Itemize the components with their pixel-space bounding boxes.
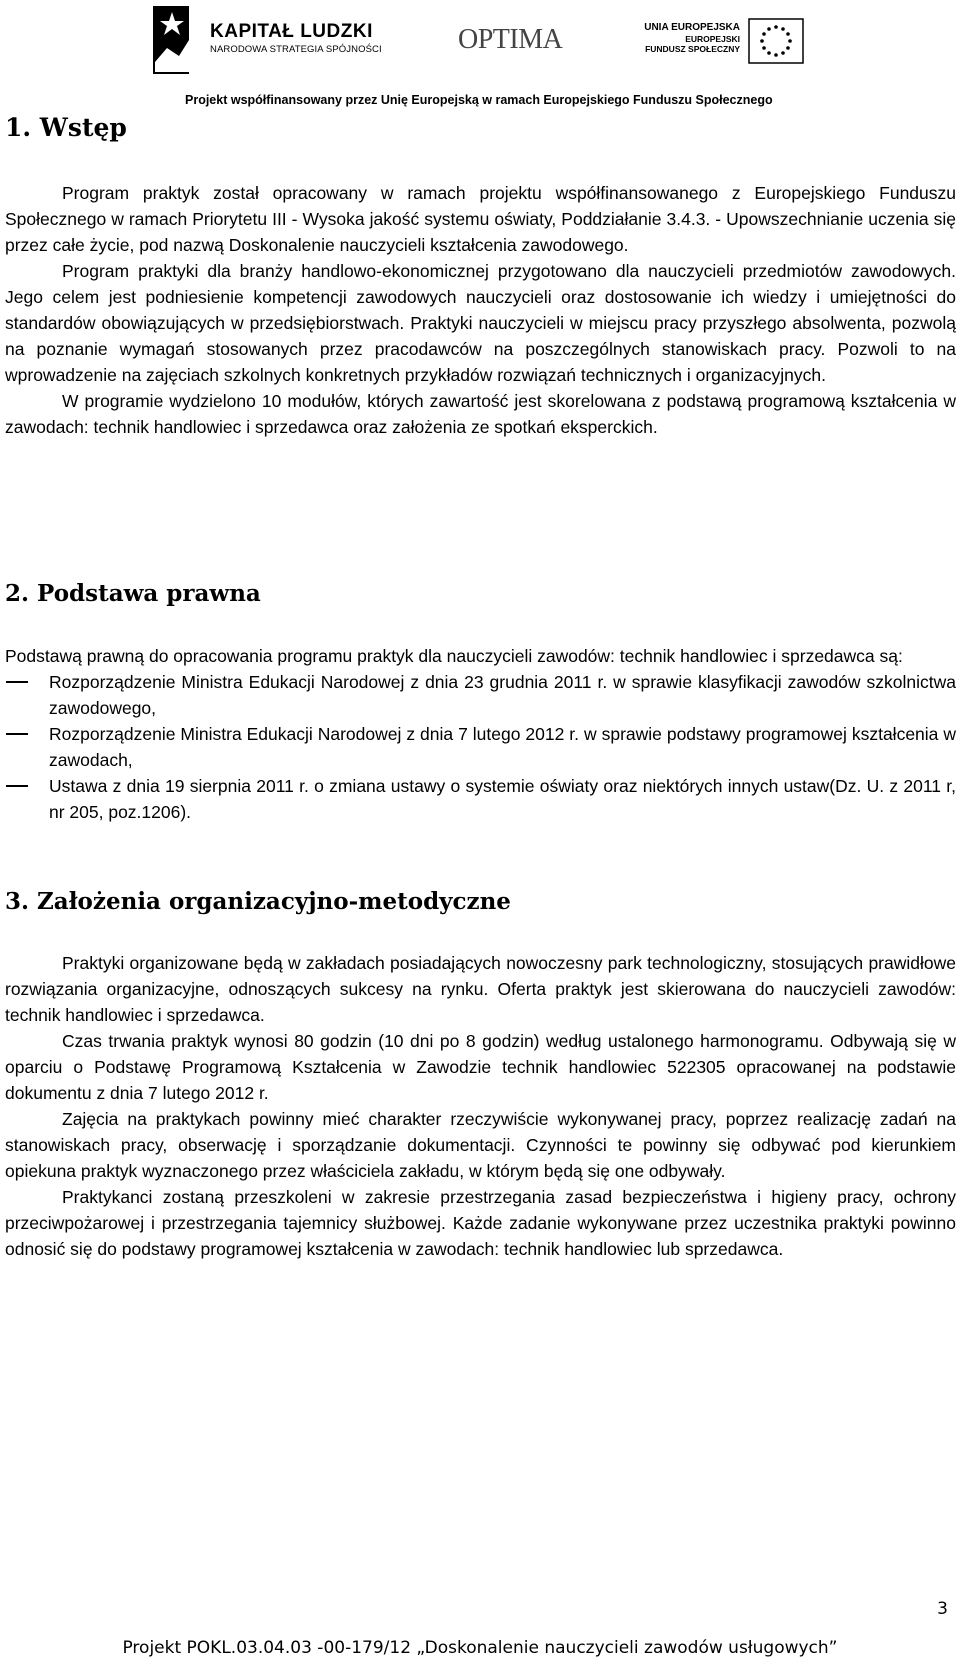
dash-bullet-icon <box>6 681 28 683</box>
list-item <box>5 773 956 825</box>
dash-bullet-icon <box>6 733 28 735</box>
section-2-heading: 2. Podstawa prawna <box>5 580 261 607</box>
legal-basis-list <box>5 669 956 825</box>
kapital-ludzki-subtitle: NARODOWA STRATEGIA SPÓJNOŚCI <box>210 44 382 55</box>
list-item <box>5 721 956 773</box>
eu-logo-text <box>640 22 740 54</box>
eu-logo-line2: EUROPEJSKI <box>685 33 740 44</box>
section-1-paragraph-2: Program praktyki dla branży handlowo-ekonomicznej przygotowano dla nauczycieli przedmiotów zawodowych. Jego celem jest podniesienie kompetencji zawodowych nauczycieli oraz dostosowanie ich wiedzy i umiejętności do standardów obowiązujących w przedsiębiorstwach. Praktyki nauczycieli w miejscu pracy przyszłego absolwenta, pozwolą na poznanie wymagań stosowanych przez pracodawców na poszczególnych stanowiskach pracy. Pozwoli to na wprowadzenie na zajęciach szkolnych konkretnych przykładów rozwiązań technicznych i organizacyjnych. <box>5 261 956 385</box>
section-1-paragraph-1: Program praktyk został opracowany w ramach projektu współfinansowanego z Europejskiego Funduszu Społecznego w ramach Priorytetu III - Wysoka jakość systemu oświaty, Poddziałanie 3.4.3. - Upowszechnianie uczenia się przez całe życie, pod nazwą Doskonalenie nauczycieli kształcenia zawodowego. <box>5 183 956 255</box>
eu-logo-line3: FUNDUSZ SPOŁECZNY <box>645 43 740 54</box>
section-2-text <box>5 643 956 825</box>
list-item <box>5 669 956 721</box>
section-3-paragraph-3: Zajęcia na praktykach powinny mieć charakter rzeczywiście wykonywanej pracy, poprzez realizację zadań na stanowiskach pracy, obserwację i sporządzanie dokumentacji. Czynności te powinny się odbywać pod kierunkiem opiekuna praktyk wyznaczonego przez właściciela zakładu, w którym będą się one odbywały. <box>5 1109 956 1181</box>
section-3-heading: 3. Założenia organizacyjno-metodyczne <box>5 888 511 915</box>
eu-flag-icon <box>748 18 804 64</box>
list-item-text: Rozporządzenie Ministra Edukacji Narodowej z dnia 7 lutego 2012 r. w sprawie podstawy programowej kształcenia w zawodach, <box>49 724 956 770</box>
list-item-text: Ustawa z dnia 19 sierpnia 2011 r. o zmiana ustawy o systemie oświaty oraz niektórych innych ustaw(Dz. U. z 2011 r, nr 205, poz.1206). <box>49 776 956 822</box>
section-3-text <box>5 950 956 1262</box>
page-footer: Projekt POKL.03.04.03 -00-179/12 „Doskonalenie nauczycieli zawodów usługowych” <box>122 1638 838 1658</box>
section-3-paragraph-2: Czas trwania praktyk wynosi 80 godzin (10 dni po 8 godzin) według ustalonego harmonogramu. Odbywają się w oparciu o Podstawę Programową Kształcenia w Zawodzie technik handlowiec 522305 opracowanej na podstawie dokumentu z dnia 7 lutego 2012 r. <box>5 1031 956 1103</box>
page-header <box>0 0 960 120</box>
section-1-text <box>5 180 956 440</box>
kapital-ludzki-logo-icon <box>149 2 195 78</box>
kapital-ludzki-title: KAPITAŁ LUDZKI <box>210 21 373 42</box>
eu-logo-line1: UNIA EUROPEJSKA <box>644 22 740 33</box>
cofinancing-note: Projekt współfinansowany przez Unię Europejską w ramach Europejskiego Funduszu Społecznego <box>185 93 773 107</box>
page-number: 3 <box>937 1599 948 1619</box>
section-1-paragraph-3: W programie wydzielono 10 modułów, których zawartość jest skorelowana z podstawą programową kształcenia w zawodach: technik handlowiec i sprzedawca oraz założenia ze spotkań eksperckich. <box>5 391 956 437</box>
section-3-paragraph-4: Praktykanci zostaną przeszkoleni w zakresie przestrzegania zasad bezpieczeństwa i higieny pracy, ochrony przeciwpożarowej i przestrzegania tajemnicy służbowej. Każde zadanie wykonywane przez uczestnika praktyki powinno odnosić się do podstawy programowej kształcenia w zawodach: technik handlowiec lub sprzedawca. <box>5 1187 956 1259</box>
kapital-ludzki-logo <box>210 22 382 55</box>
dash-bullet-icon <box>6 785 28 787</box>
list-item-text: Rozporządzenie Ministra Edukacji Narodowej z dnia 23 grudnia 2011 r. w sprawie klasyfikacji zawodów szkolnictwa zawodowego, <box>49 672 956 718</box>
section-2-intro: Podstawą prawną do opracowania programu praktyk dla nauczycieli zawodów: technik handlowiec i sprzedawca są: <box>5 646 903 666</box>
section-1-heading: 1. Wstęp <box>5 113 127 142</box>
section-3-paragraph-1: Praktyki organizowane będą w zakładach posiadających nowoczesny park technologiczny, stosujących prawidłowe rozwiązania organizacyjne, odnoszących sukcesy na rynku. Oferta praktyk jest skierowana do nauczycieli zawodów: technik handlowiec i sprzedawca. <box>5 953 956 1025</box>
optima-logo: OPTIMA <box>458 24 563 55</box>
